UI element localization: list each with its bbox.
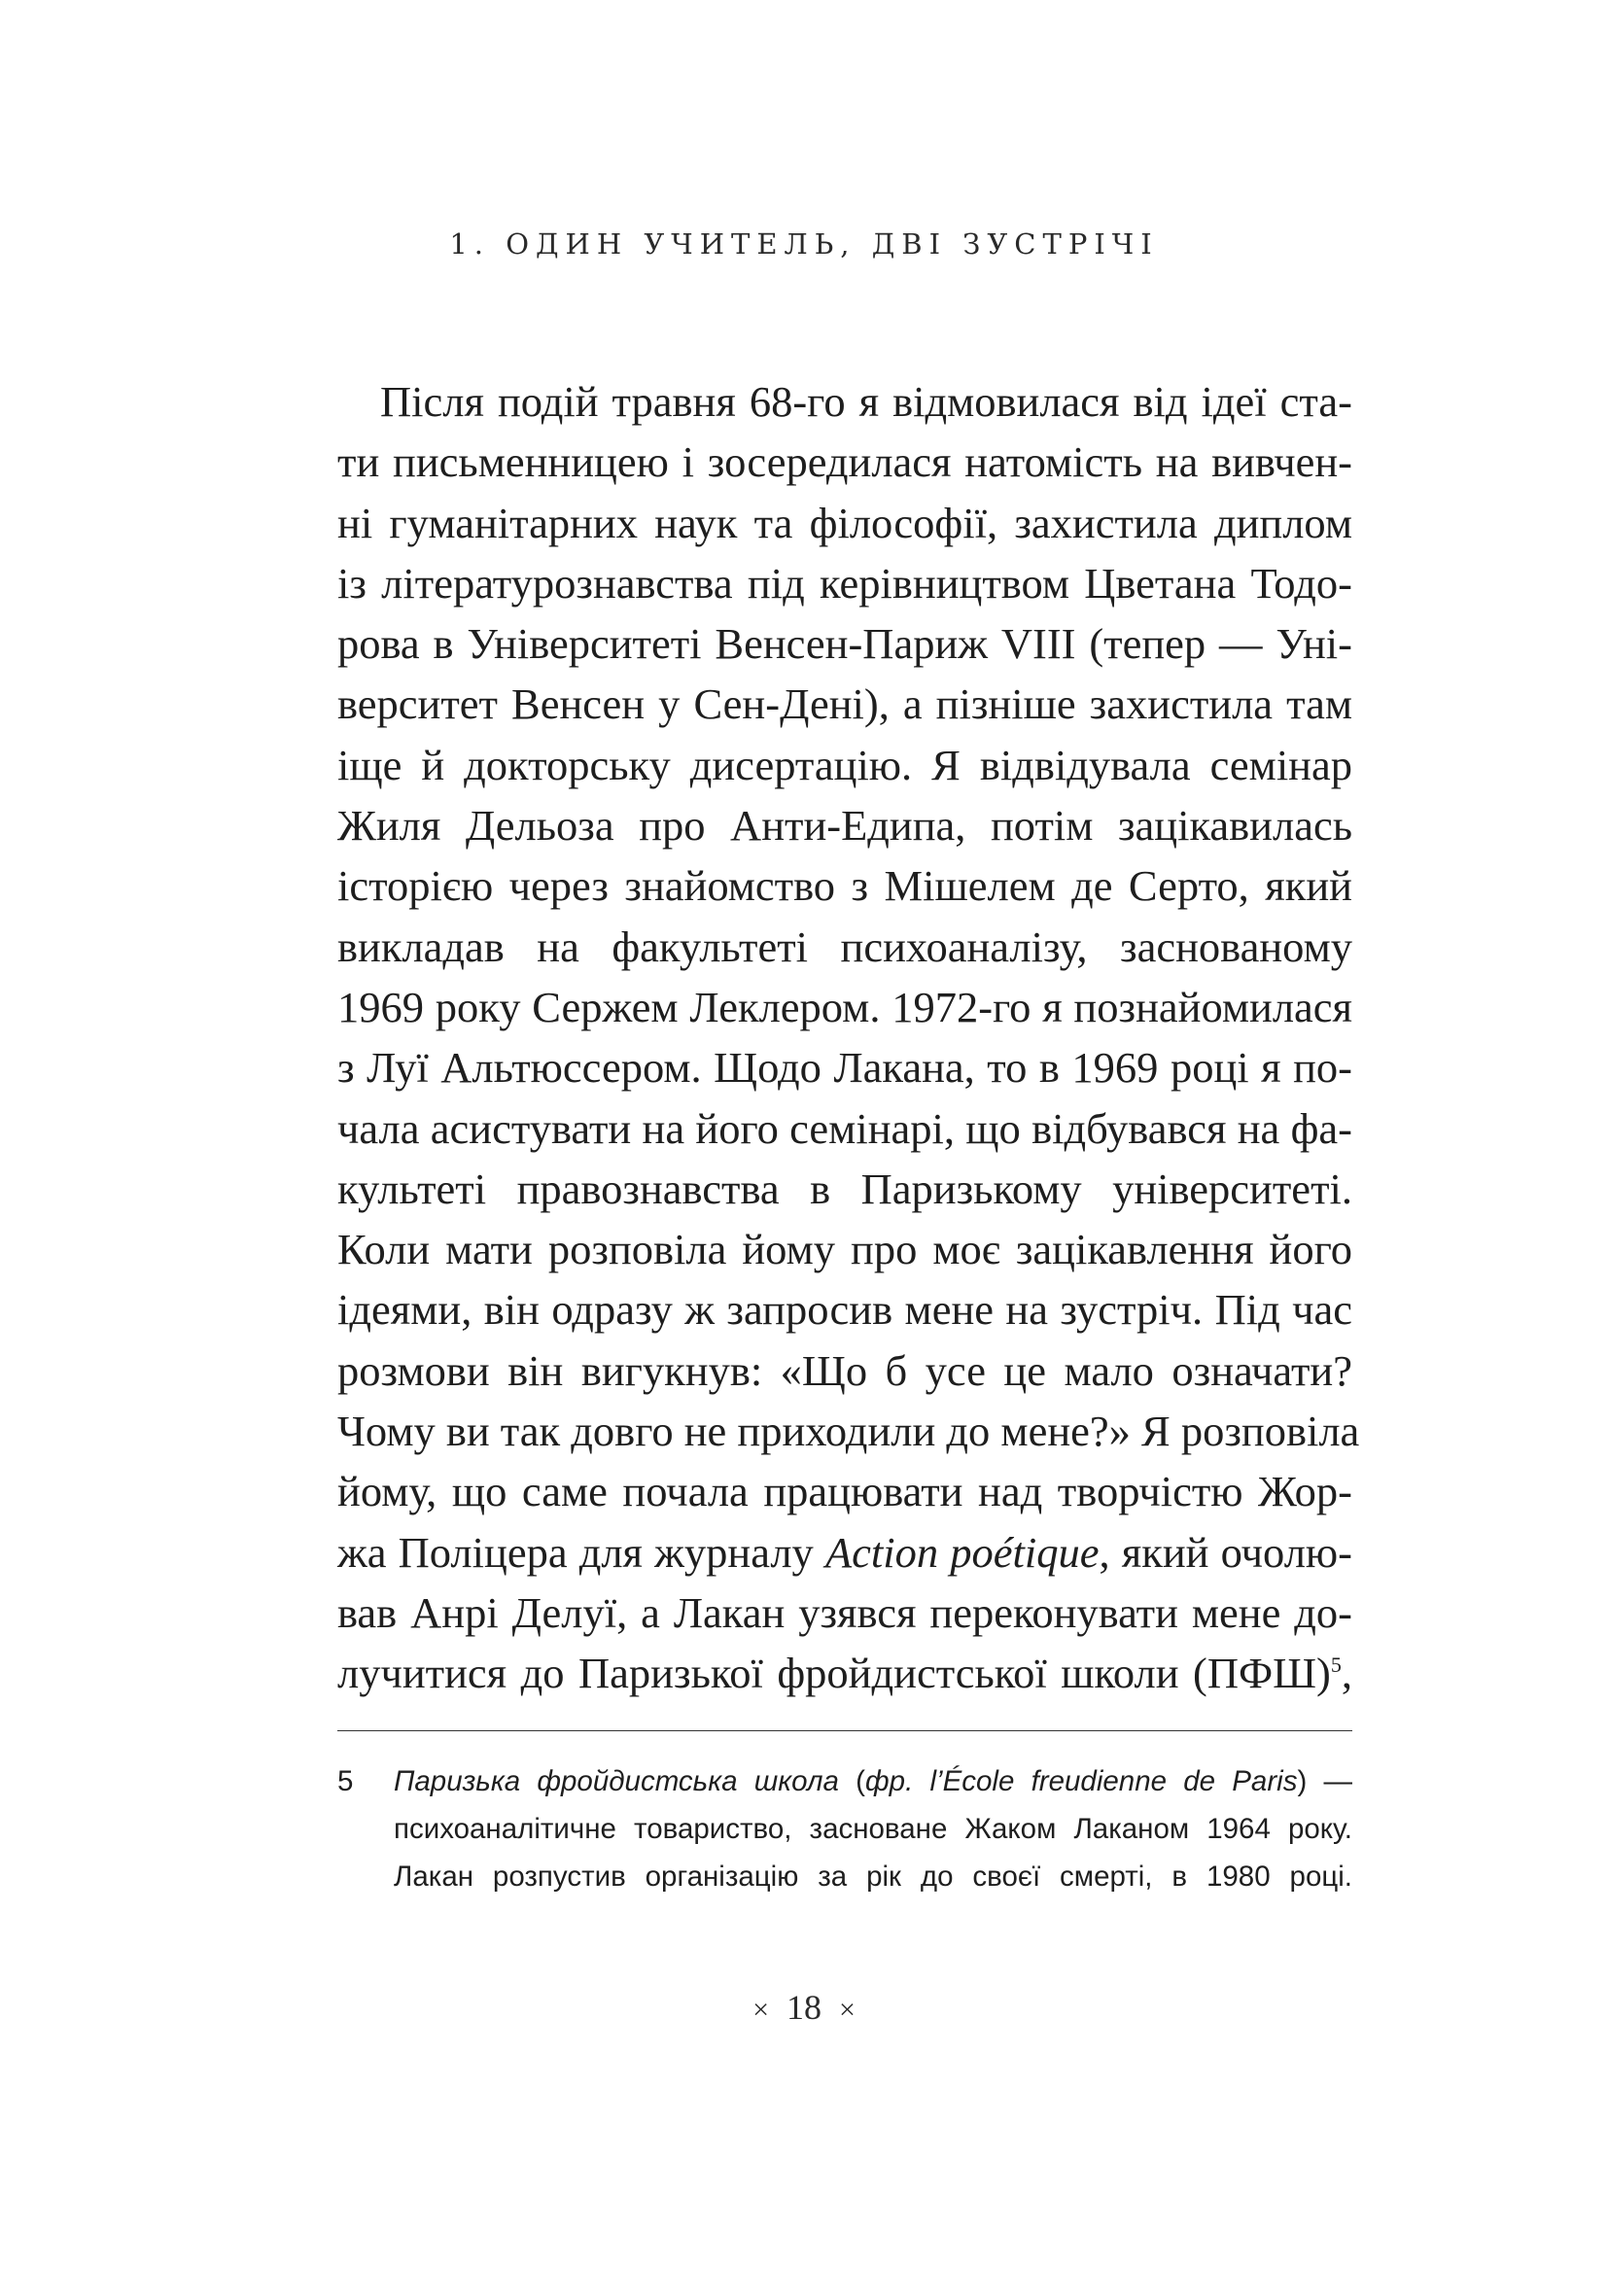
line-text: , (1341, 1649, 1352, 1698)
body-line: Після подій травня 68-го я відмовилася від ідеї ста- (380, 377, 1352, 426)
footnote-line: психоаналітичне товариство, засноване Жаком Лаканом 1964 року. (394, 1813, 1352, 1845)
page-number-value: 18 (787, 1988, 821, 2027)
body-line (337, 1643, 1352, 1703)
body-line: викладав на факультеті психоаналізу, заснованому (337, 922, 1352, 971)
body-line: Чому ви так довго не приходили до мене?» Я розповіла (337, 1407, 1360, 1456)
footnote-lang: фр. (865, 1765, 914, 1797)
footnote-original: l’École freudienne de Paris (929, 1765, 1298, 1797)
footnote-reference[interactable]: 5 (1330, 1652, 1342, 1678)
footnote-text: ( (838, 1765, 866, 1797)
footnote-number: 5 (337, 1765, 354, 1797)
line-text: жа Поліцера для журналу (337, 1527, 825, 1577)
body-line: Коли мати розповіла йому про моє зацікавлення його (337, 1225, 1352, 1274)
footnote-term: Паризька фройдистська школа (394, 1765, 839, 1797)
journal-title: Action poétique (824, 1527, 1100, 1577)
body-line: історією через знайомство з Мішелем де Серто, який (337, 861, 1352, 911)
body-line: верситет Венсен у Сен-Дені), а пізніше захистила там (337, 679, 1352, 729)
body-line: Жиля Дельоза про Анти-Едипа, потім зацікавилась (337, 801, 1352, 851)
body-line: ідеями, він одразу ж запросив мене на зустріч. Під час (337, 1285, 1352, 1335)
footnote-line: Лакан розпустив організацію за рік до своєї смерті, в 1980 році. (394, 1861, 1352, 1893)
body-line: розмови він вигукнув: «Що б усе це мало означати? (337, 1345, 1352, 1395)
body-line: іще й докторську дисертацію. Я відвідувала семінар (337, 740, 1352, 789)
footnote (337, 1757, 1352, 1900)
body-line (337, 1522, 1352, 1583)
line-text: лучитися до Паризької фройдистської школи (ПФШ) (337, 1649, 1331, 1698)
body-line: рова в Університеті Венсен-Париж VIII (тепер — Уні- (337, 619, 1352, 669)
footnote-text (913, 1765, 929, 1797)
body-text (337, 371, 1360, 1704)
body-line: 1969 року Сержем Леклером. 1972-го я познайомилася (337, 982, 1352, 1031)
body-line: вав Анрі Делуї, а Лакан узявся переконувати мене до- (337, 1587, 1352, 1637)
page-number (0, 1987, 1608, 2028)
footnote-text: ) — (1297, 1765, 1353, 1797)
body-line: із літературознавства під керівництвом Цветана Тодо- (337, 558, 1352, 608)
footnote-divider (337, 1730, 1352, 1731)
body-line: йому, що саме почала працювати над творчістю Жор- (337, 1467, 1352, 1516)
footnote-body (394, 1757, 1352, 1900)
body-line: ні гуманітарних наук та філософії, захистила диплом (337, 498, 1352, 547)
body-line: культеті правознавства в Паризькому університеті. (337, 1164, 1352, 1213)
running-head: 1. ОДИН УЧИТЕЛЬ, ДВІ ЗУСТРІЧІ (449, 227, 1159, 261)
ornament-right: × (839, 1994, 856, 2026)
body-line: чала асистувати на його семінарі, що відбувався на фа- (337, 1103, 1352, 1153)
body-line: з Луї Альтюссером. Щодо Лакана, то в 1969 році я по- (337, 1043, 1352, 1093)
body-line: ти письменницею і зосередилася натомість на вивчен- (337, 437, 1352, 487)
footnote-line (394, 1757, 1352, 1805)
line-text: , який очолю- (1099, 1527, 1352, 1577)
ornament-left: × (752, 1994, 769, 2026)
